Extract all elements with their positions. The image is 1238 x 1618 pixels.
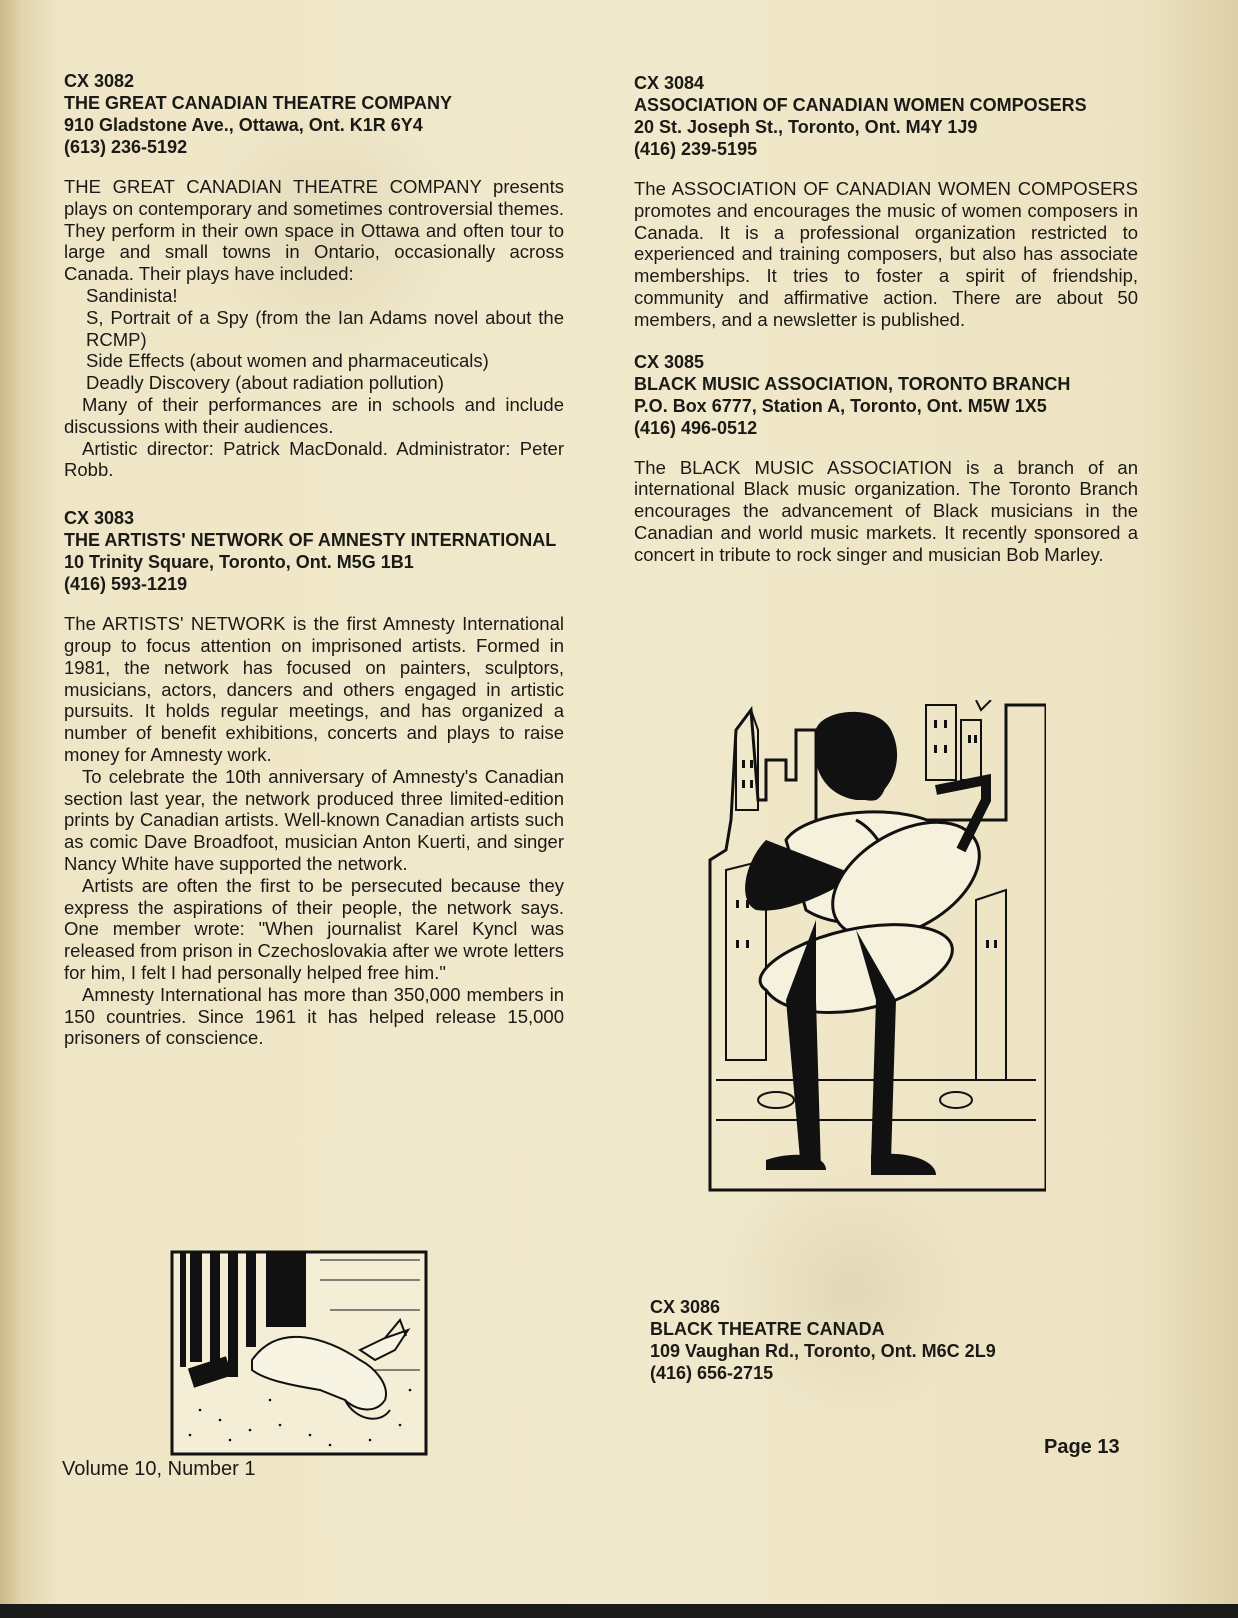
entry-name: BLACK THEATRE CANADA — [650, 1319, 885, 1339]
left-column — [64, 70, 564, 1049]
entry-code: CX 3085 — [634, 351, 705, 372]
entry-address: 109 Vaughan Rd., Toronto, Ont. M6C 2L9 — [650, 1341, 996, 1361]
entry-cx3082 — [64, 70, 564, 481]
entry-address: 910 Gladstone Ave., Ottawa, Ont. K1R 6Y4 — [64, 115, 423, 135]
page-number: Page 13 — [1044, 1436, 1120, 1458]
list-item: Sandinista! — [86, 284, 178, 306]
entry-cx3083 — [64, 507, 564, 1049]
entry-cx3084 — [634, 72, 1138, 331]
entry-code: CX 3082 — [64, 71, 135, 91]
entry-code: CX 3084 — [634, 73, 705, 93]
list-item: S, Portrait of a Spy (from the Ian Adams novel about the RCMP) — [86, 306, 564, 350]
entry-body — [64, 176, 564, 481]
list-item: Side Effects (about women and pharmaceuticals) — [86, 350, 489, 372]
entry-phone: (416) 496-0512 — [634, 417, 758, 438]
entry-body — [634, 457, 1138, 566]
entry-address: 10 Trinity Square, Toronto, Ont. M5G 1B1 — [64, 552, 414, 573]
page-bottom-edge — [0, 1604, 1238, 1618]
list-item: Deadly Discovery (about radiation pollution) — [86, 372, 444, 394]
entry-name: ASSOCIATION OF CANADIAN WOMEN COMPOSERS — [634, 95, 1087, 115]
paragraph: Artistic director: Patrick MacDonald. Administrator: Peter Robb. — [64, 437, 564, 481]
paragraph: The ASSOCIATION OF CANADIAN WOMEN COMPOSERS promotes and encourages the music of women composers in Canada. It is a professional organization restricted to experienced and training composers, but also has associate memberships. It tries to foster a spirit of friendship, community and affirmative action. There are about 50 members, and a newsletter is published. — [634, 178, 1138, 330]
entry-phone: (416) 239-5195 — [634, 139, 758, 159]
entry-address: 20 St. Joseph St., Toronto, Ont. M4Y 1J9 — [634, 117, 978, 137]
entry-cx3085 — [634, 351, 1138, 566]
entry-code: CX 3083 — [64, 508, 135, 529]
entry-body — [634, 178, 1138, 331]
entry-phone: (416) 593-1219 — [64, 574, 188, 595]
entry-phone: (613) 236-5192 — [64, 137, 188, 157]
entry-code: CX 3086 — [650, 1297, 721, 1317]
paragraph: To celebrate the 10th anniversary of Amnesty's Canadian section last year, the network produced three limited-edition prints by Canadian artists. Well-known Canadian artists such as comic Dave Broadfoot, musician Anton Kuerti, and singer Nancy White have supported the network. — [64, 765, 564, 874]
paragraph: Many of their performances are in schools and include discussions with their audiences. — [64, 393, 564, 437]
entry-phone: (416) 656-2715 — [650, 1363, 774, 1383]
entry-address: P.O. Box 6777, Station A, Toronto, Ont. M5W 1X5 — [634, 395, 1047, 416]
entry-name: THE GREAT CANADIAN THEATRE COMPANY — [64, 93, 452, 113]
guitar-player-illustration — [706, 700, 1046, 1195]
entry-cx3086 — [650, 1296, 1110, 1384]
prison-hand-bird-illustration — [170, 1250, 428, 1456]
paragraph: Artists are often the first to be persecuted because they express the aspirations of their people, the network says. One member wrote: "When journalist Karel Kyncl was released from prison in Czechoslovakia after we wrote letters for him, I felt I had personally helped free him." — [64, 874, 564, 983]
right-column — [634, 72, 1138, 566]
paragraph: Amnesty International has more than 350,000 members in 150 countries. Since 1961 it has helped release 15,000 prisoners of conscience. — [64, 983, 564, 1049]
entry-name: BLACK MUSIC ASSOCIATION, TORONTO BRANCH — [634, 373, 1071, 394]
paragraph: The BLACK MUSIC ASSOCIATION is a branch of an international Black music organization. The Toronto Branch encourages the advancement of Black musicians in the Canadian and world music markets. It recently sponsored a concert in tribute to rock singer and musician Bob Marley. — [634, 456, 1138, 565]
paragraph: The ARTISTS' NETWORK is the first Amnesty International group to focus attention on imprisoned artists. Formed in 1981, the network has focused on painters, sculptors, musicians, actors, dancers and others engaged in artistic pursuits. It holds regular meetings, and has organized a number of benefit exhibitions, concerts and plays to raise money for Amnesty work. — [64, 613, 564, 765]
volume-footer: Volume 10, Number 1 — [62, 1458, 256, 1480]
paragraph: THE GREAT CANADIAN THEATRE COMPANY presents plays on contemporary and sometimes controversial themes. They perform in their own space in Ottawa and often tour to large and small towns in Ontario, occasionally across Canada. Their plays have included: — [64, 176, 564, 285]
entry-body — [64, 613, 564, 1049]
entry-name: THE ARTISTS' NETWORK OF AMNESTY INTERNATIONAL — [64, 530, 557, 551]
